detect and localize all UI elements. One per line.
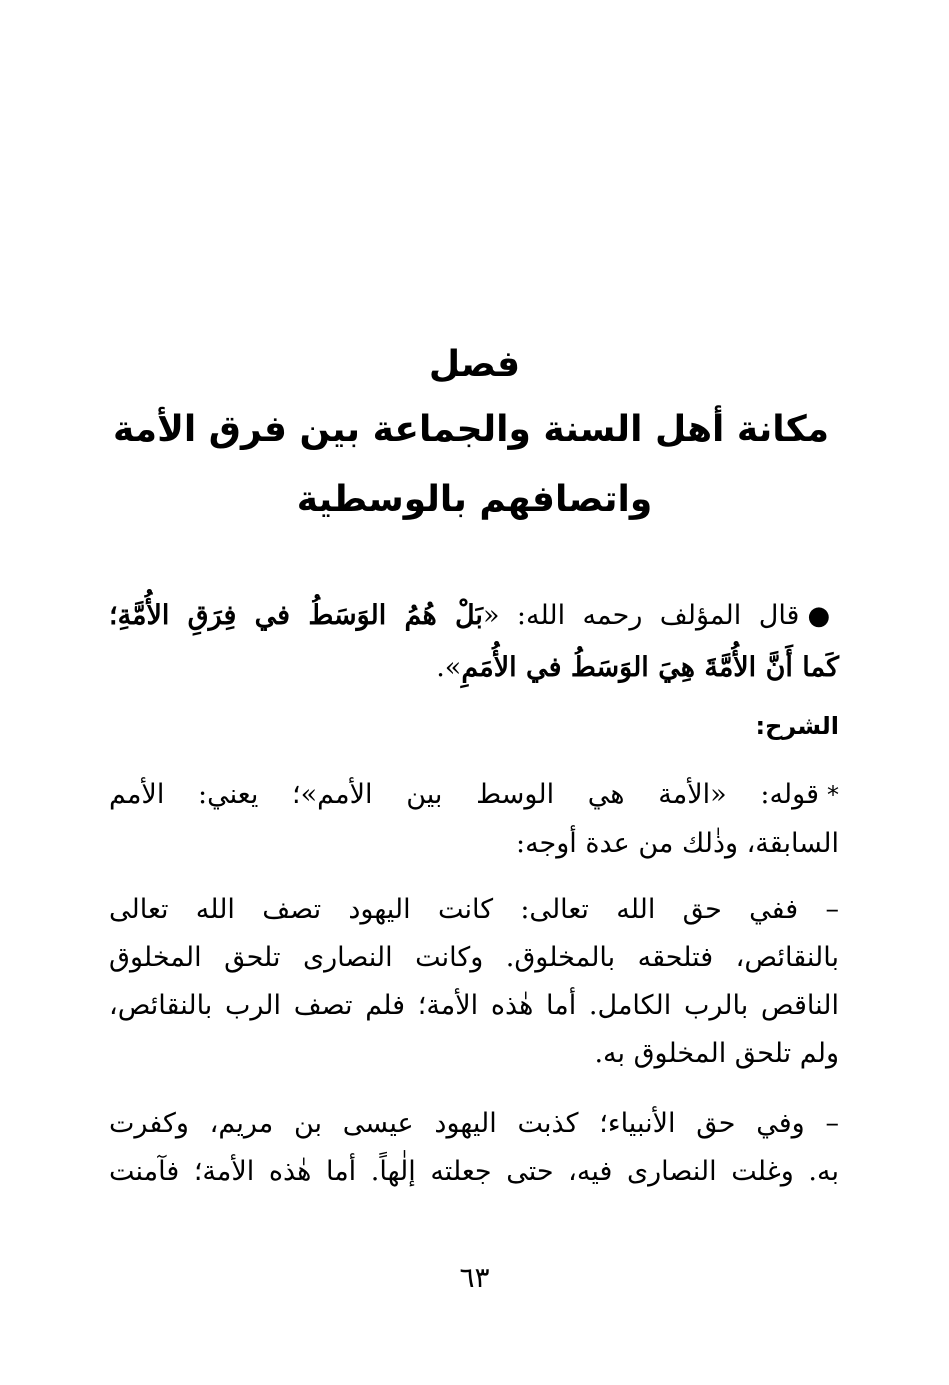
- explanation-line-2: السابقة، وذٰلك من عدة أوجه:: [515, 828, 839, 859]
- quote-text-1: بَلْ هُمُ الوَسَطُ في فِرَقِ الأُمَّةِ؛: [109, 600, 483, 631]
- page-number: ٦٣: [459, 1261, 490, 1294]
- chapter-title-line-1: مكانة أهل السنة والجماعة بين فرق الأمة: [112, 409, 829, 450]
- asterisk-icon: *: [827, 781, 839, 809]
- para1-line-1: – ففي حق الله تعالى: كانت اليهود تصف الله تعالى: [109, 894, 839, 925]
- quote-line-2: [109, 648, 839, 688]
- quote-intro: قال المؤلف رحمه الله: «: [482, 600, 800, 631]
- explanation-line-1: [109, 775, 839, 815]
- explanation-text-1: قوله: «الأمة هي الوسط بين الأمم»؛ يعني: الأمم: [109, 779, 819, 810]
- quote-text-2: كَما أَنَّ الأُمَّةَ هِيَ الوَسَطُ في الأُمَمِ: [461, 652, 839, 683]
- sharh-label: الشرح:: [755, 712, 839, 740]
- bullet-icon: ●: [807, 601, 839, 631]
- para1-line-2: بالنقائص، فتلحقه بالمخلوق. وكانت النصارى تلحق المخلوق: [109, 942, 839, 973]
- para2-line-2: به. وغلت النصارى فيه، حتى جعلته إلٰهاً. أما هٰذه الأمة؛ فآمنت: [109, 1156, 839, 1187]
- quote-line-1: [109, 596, 839, 636]
- para1-line-3: الناقص بالرب الكامل. أما هٰذه الأمة؛ فلم تصف الرب بالنقائص،: [109, 990, 839, 1021]
- para2-line-1: – وفي حق الأنبياء؛ كذبت اليهود عيسى بن مريم، وكفرت: [109, 1108, 839, 1139]
- chapter-title-line-2: واتصافهم بالوسطية: [296, 479, 653, 520]
- para1-line-4: ولم تلحق المخلوق به.: [594, 1038, 839, 1069]
- section-heading: فصل: [428, 344, 521, 385]
- quote-close: ».: [436, 652, 462, 683]
